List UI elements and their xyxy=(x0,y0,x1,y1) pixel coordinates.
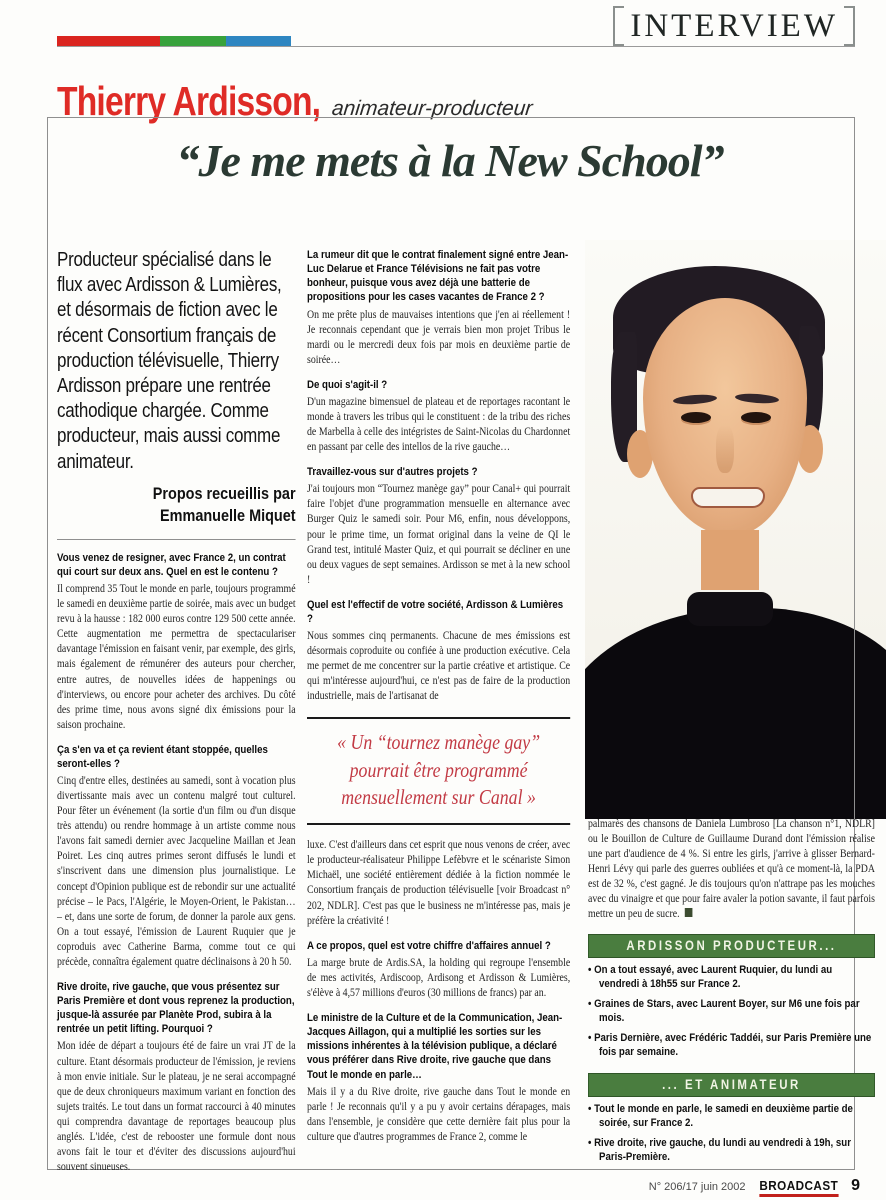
left-column xyxy=(57,248,296,1174)
page-footer xyxy=(649,1177,860,1197)
interview-question: Rive droite, rive gauche, que vous présentez sur Paris Première et dont vous reprenez la production, jusque-là assurée par Planète Prod, subira à la rentrée un petit lifting. Pourquoi ? xyxy=(57,980,295,1036)
right-bracket-icon xyxy=(844,6,855,46)
interview-answer: On me prête plus de mauvaises intentions que j'en ai réellement ! Je reconnais cependant que je verrais bien mon projet Tribus le mardi ou le mercredi deux fois par mois en deuxième partie de soirée… xyxy=(307,307,571,366)
portrait-smile xyxy=(691,487,765,508)
byline xyxy=(57,483,296,527)
issue-date: N° 206/17 juin 2002 xyxy=(648,1181,746,1193)
interview-question: Le ministre de la Culture et de la Communication, Jean-Jacques Aillagon, qui a multiplié les sorties sur les missions inhérentes à la télévision publique, a déclaré vous préférer dans Rive droite, rive gauche que dans Tout le monde en parle… xyxy=(307,1011,563,1081)
interview-question: Travaillez-vous sur d'autres projets ? xyxy=(307,466,478,479)
portrait-collar xyxy=(687,592,773,626)
interviewee-role: animateur-producteur xyxy=(330,97,534,120)
qa-block xyxy=(57,980,296,1174)
interview-question: De quoi s'agit-il ? xyxy=(307,378,388,391)
portrait-eye-left xyxy=(681,412,711,423)
left-bracket-icon xyxy=(613,6,624,46)
qa-block xyxy=(57,743,296,969)
portrait-neck xyxy=(701,530,759,590)
article-title-row xyxy=(57,78,532,125)
section-label xyxy=(613,6,855,46)
answer-continuation xyxy=(588,816,875,921)
portrait-eye-right xyxy=(741,412,771,423)
qa-block xyxy=(307,598,570,704)
interview-answer: J'ai toujours mon “Tournez manège gay” pour Canal+ qui pourrait faire l'objet d'une programmation mensuelle en alternance avec Burger Quiz le samedi soir. Pour M6, enfin, nous développons, pour le prime time, un format original dans la veine de QI le Grand test, intitulé Master Quiz, et qui pourrait se décliner en une ou deux vagues de sept semaines. Ardisson se met à la new school ! xyxy=(307,482,571,586)
interview-answer: Nous sommes cinq permanents. Chacune de mes émissions est désormais coproduite ou confiée à une production exécutive. Cela me permet de me concentrer sur la partie créative et artistique. Ce qui m'intéresse aujourd'hui, ce n'est pas de faire de la production industrielle, mais de l'artisanat de xyxy=(307,629,571,703)
producer-box-title: ARDISSON PRODUCTEUR... xyxy=(588,934,875,958)
right-column xyxy=(588,816,875,1165)
byline-prefix: Propos recueillis par xyxy=(152,483,296,503)
producer-box-item: • Paris Dernière, avec Frédéric Taddéi, sur Paris Première une fois par semaine. xyxy=(588,1032,875,1060)
middle-column xyxy=(307,248,570,1144)
interview-answer: Mon idée de départ a toujours été de faire un vrai JT de la culture. Etant désormais producteur de l'émission, je reviens à mon envie initiale. Sur le plateau, je ne serai accompagné que de deux chroniqueurs maximum variant en fonction des sujets traités. Le tout dans un format raccourci à 40 minutes qui comprendra davantage de reportages beaucoup plus anglés. L'idée, c'est de rebooster une formule dont nous avons fait le tour et d'éviter des discussions aujourd'hui souvent sinueuses. xyxy=(57,1039,296,1173)
end-of-article-mark xyxy=(685,908,693,917)
magazine-logo: BROADCAST xyxy=(759,1178,838,1197)
portrait-turtleneck xyxy=(585,608,886,819)
qa-block xyxy=(307,939,570,1000)
header-rule xyxy=(57,46,855,47)
interview-question: Ça s'en va et ça revient étant stoppée, quelles seront-elles ? xyxy=(57,743,268,770)
portrait-photo xyxy=(585,240,886,819)
qa-block xyxy=(307,465,570,587)
producer-box xyxy=(588,934,875,1059)
answer-continuation: luxe. C'est d'ailleurs dans cet esprit que nous venons de créer, avec le producteur-réalisateur Philippe Lefèbvre et le scénariste Simon Michaël, une société entièrement dédiée à la fiction nommée le Consortium français de production télévisuelle [voir Broadcast n° 202, NDLR]. C'est pas que le business ne m'intéresse pas, mais je préfère la créativité ! xyxy=(307,838,571,927)
producer-box-item: • On a tout essayé, avec Laurent Ruquier, du lundi au vendredi à 18h55 sur France 2. xyxy=(588,964,875,992)
interview-question: Quel est l'effectif de votre société, Ardisson & Lumières ? xyxy=(307,598,564,625)
portrait-nose xyxy=(716,425,734,473)
qa-block xyxy=(307,378,570,454)
interview-question: A ce propos, quel est votre chiffre d'affaires annuel ? xyxy=(307,939,551,952)
interview-answer: Cinq d'entre elles, destinées au samedi, sont à vocation plus divertissante mais avec un contenu malgré tout culturel. Pour fêter un événement (la sortie d'un film ou d'un disque très attendu) ou rendre hommage à un artiste comme nous l'avons fait samedi dernier avec Jacqueline Maillan et Jean Poiret. Les cinq autres primes seront diffusés le lundi et s'inscrivent dans une dimension plus journalistique. Le concept d'Opinion publique est de rebondir sur une actualité précise – le Pacs, l'Algérie, le Moyen-Orient, le Pakistan… – et, dans une sorte de forum, de donner la parole aux gens. On a tout essayé, l'émission de Laurent Ruquier que je coproduis avec Catherine Barma, comme tout ce qui précède, connaîtra également quatre déclinaisons à 20 h 50. xyxy=(57,774,296,968)
host-box-item: • Tout le monde en parle, le samedi en deuxième partie de soirée, sur France 2. xyxy=(588,1103,875,1131)
interview-answer: Il comprend 35 Tout le monde en parle, toujours programmé le samedi en deuxième partie de soirée, mais avec un budget revu à la hausse : 182 000 euros contre 129 500 cette année. Cette augmentation me permettra de spectaculariser davantage l'émission en faisant venir, par exemple, des girls, mais également de rémunérer des auteurs pour chercher, entre autres, de nouvelles idées de happenings ou d'interviews, ou encore pour acheter des archives. Du côté des prime time, nous avons signé dix émissions pour la saison prochaine. xyxy=(57,582,296,731)
interview-answer: Mais il y a du Rive droite, rive gauche dans Tout le monde en parle ! Je reconnais qu'il y a pu y avoir certains dérapages, mais dans l'ensemble, je considère que cette dernière fait plus pour la culture que d'autres programmes de France 2, comme le xyxy=(307,1084,571,1143)
byline-author: Emmanuelle Miquet xyxy=(160,505,296,525)
headline-quote: “Je me mets à la New School” xyxy=(176,135,724,186)
qa-block xyxy=(307,248,570,367)
column-divider xyxy=(57,539,296,540)
host-box-item: • Rive droite, rive gauche, du lundi au vendredi à 19h, sur Paris-Première. xyxy=(588,1137,875,1165)
host-box xyxy=(588,1073,875,1165)
interviewee-name: Thierry Ardisson, xyxy=(57,78,321,124)
interview-answer: D'un magazine bimensuel de plateau et de reportages racontant le monde à travers les tribus qui le constituent : de la tribu des riches de Marbella à celle des intégristes de Saint-Nicolas du Chardonnet en passant par celle des intellos de la rive gauche… xyxy=(307,394,571,454)
qa-block xyxy=(307,1011,570,1144)
pull-quote: « Un “tournez manège gay” pourrait être programmé mensuellement sur Canal » xyxy=(307,717,570,825)
interview-question: La rumeur dit que le contrat finalement signé entre Jean-Luc Delarue et France Télévisions ne fait pas votre bonheur, puisque vous avez déjà une batterie de propositions pour les cases vacantes de France 2 ? xyxy=(307,249,569,304)
qa-block xyxy=(57,551,296,732)
interview-question: Vous venez de resigner, avec France 2, un contrat qui court sur deux ans. Quel en est le contenu ? xyxy=(57,551,286,579)
answer-continuation-text: palmarès des chansons de Daniela Lumbroso [La chanson n°1, NDLR] ou le Bouillon de Culture de Guillaume Durand dont l'émission réalise une part d'audience de 4 %. Si entre les girls, j'arrive à glisser Bernard-Henri Lévy qui parle des guerres oubliées et qu'à ce moment-là, la PDA est de 32 %, c'est gagné. Je dis toujours qu'on n'attrape pas les mouches avec du vinaigre et que pour faire avaler la potion savante, il faut parfois mettre un peu de sucre. xyxy=(588,817,875,921)
section-label-text: INTERVIEW xyxy=(630,8,838,44)
producer-box-item: • Graines de Stars, avec Laurent Boyer, sur M6 une fois par mois. xyxy=(588,998,875,1026)
interview-answer: La marge brute de Ardis.SA, la holding qui regroupe l'ensemble de mes activités, Ardiscoop, Ardisong et Ardisson & Lumières, s'élève à 4,57 millions d'euros (30 millions de francs) par an. xyxy=(307,955,571,999)
host-box-title: ... ET ANIMATEUR xyxy=(588,1073,875,1097)
page-number: 9 xyxy=(851,1177,860,1194)
intro-paragraph: Producteur spécialisé dans le flux avec Ardisson & Lumières, et désormais de fiction avec le récent Consortium français de production télévisuelle, Thierry Ardisson prépare une rentrée cathodique chargée. Comme producteur, mais aussi comme animateur. xyxy=(57,249,282,473)
